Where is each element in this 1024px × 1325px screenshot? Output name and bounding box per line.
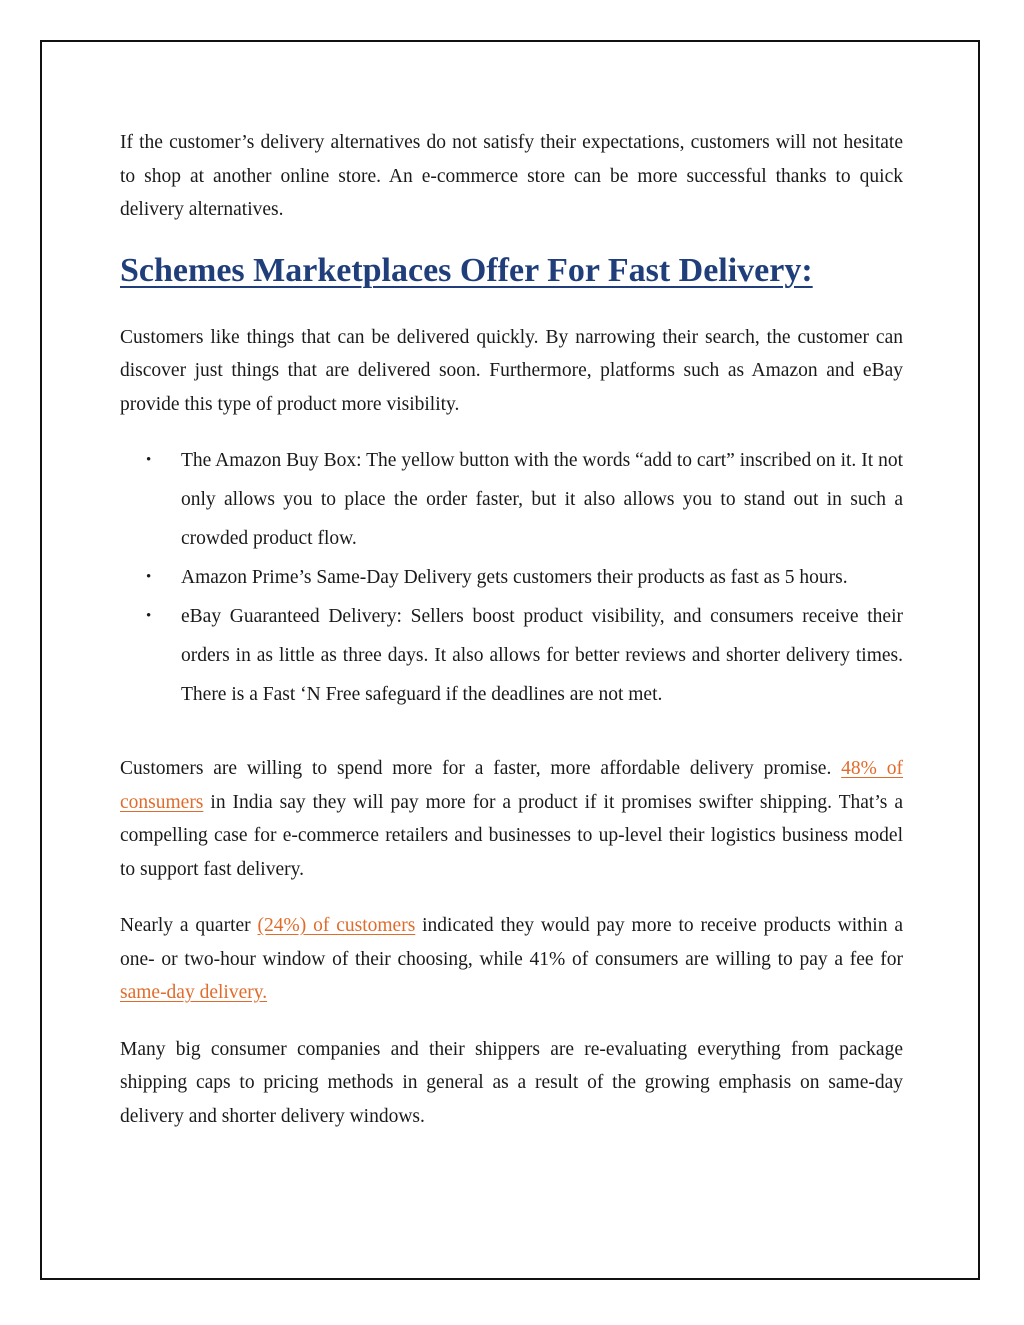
list-item-amazon-buy-box xyxy=(120,441,903,558)
paragraph-text: indicated they would pay more to receive products within a one- or two-hour window of their choosing, while 41% of consumers are willing to pay a fee for xyxy=(120,915,903,970)
paragraph-text: Nearly a quarter xyxy=(120,915,258,936)
link-24-percent-customers[interactable]: (24%) of customers xyxy=(257,915,416,936)
list-item-text: eBay Guaranteed Delivery: Sellers boost product visibility, and consumers receive their orders in as little as three days. It also allows for better reviews and shorter delivery times. There is a Fast ‘N Free safeguard if the deadlines are not met. xyxy=(181,606,903,705)
delivery-schemes-list xyxy=(120,441,903,714)
link-48-percent-consumers[interactable]: 48% of consumers xyxy=(120,758,903,813)
section-heading: Schemes Marketplaces Offer For Fast Delivery: xyxy=(120,251,813,289)
bullet-icon: • xyxy=(146,569,152,585)
bullet-icon: • xyxy=(146,608,152,624)
paragraph-text: Customers are willing to spend more for a faster, more affordable delivery promise. xyxy=(120,758,842,779)
paragraph-big-consumer-companies: Many big consumer companies and their shippers are re-evaluating everything from package shipping caps to pricing methods in general as a result of the growing emphasis on same-day delivery and shorter delivery windows. xyxy=(120,1038,903,1127)
paragraph-willing-to-spend xyxy=(120,752,903,886)
paragraph-customers-like: Customers like things that can be delivered quickly. By narrowing their search, the customer can discover just things that are delivered soon. Furthermore, platforms such as Amazon and eBay provide this type of product more visibility. xyxy=(120,326,903,415)
paragraph-nearly-a-quarter xyxy=(120,909,903,1010)
intro-paragraph: If the customer’s delivery alternatives do not satisfy their expectations, customers will not hesitate to shop at another online store. An e-commerce store can be more successful thanks to quick delivery alternatives. xyxy=(120,132,903,220)
document-body xyxy=(120,126,903,1133)
paragraph-text: in India say they will pay more for a product if it promises swifter shipping. That’s a compelling case for e-commerce retailers and businesses to up-level their logistics business model to support fast delivery. xyxy=(120,791,903,880)
link-same-day-delivery[interactable]: same-day delivery. xyxy=(120,982,268,1003)
list-item-ebay-guaranteed xyxy=(120,597,903,714)
list-item-text: The Amazon Buy Box: The yellow button with the words “add to cart” inscribed on it. It not only allows you to place the order faster, but it also allows you to stand out in such a crowded product flow. xyxy=(181,450,903,549)
list-item-text: Amazon Prime’s Same-Day Delivery gets customers their products as fast as 5 hours. xyxy=(181,567,848,588)
bullet-icon: • xyxy=(146,452,152,468)
list-item-amazon-prime xyxy=(120,558,903,597)
